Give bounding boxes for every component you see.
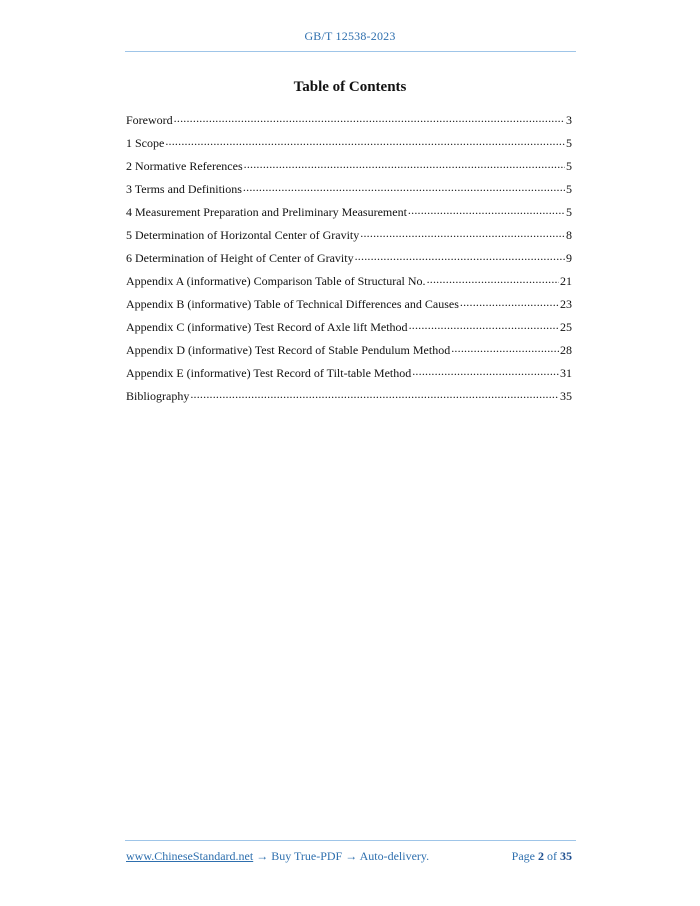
dot-leader <box>408 204 565 216</box>
toc-entry-appendix-e[interactable] <box>126 365 572 388</box>
website-link[interactable]: www.ChineseStandard.net <box>126 849 254 863</box>
standard-number: GB/T 12538-2023 <box>304 29 396 43</box>
dot-leader <box>174 112 565 124</box>
header-divider <box>125 51 576 52</box>
dot-leader <box>427 273 559 285</box>
toc-entry-scope[interactable] <box>126 135 572 158</box>
toc-entry-measurement-preparation[interactable] <box>126 204 572 227</box>
total-pages-number: 35 <box>560 849 572 863</box>
toc-entry-foreword[interactable] <box>126 112 572 135</box>
toc-entry-page: 5 <box>566 182 572 196</box>
toc-entry-page: 25 <box>560 320 572 334</box>
toc-entry-bibliography[interactable] <box>126 388 572 411</box>
toc-entry-page: 5 <box>566 136 572 150</box>
toc-list <box>126 112 572 411</box>
footer-divider <box>125 840 576 841</box>
toc-entry-normative-references[interactable] <box>126 158 572 181</box>
toc-entry-label: Bibliography <box>126 389 190 403</box>
dot-leader <box>460 296 559 308</box>
toc-entry-appendix-b[interactable] <box>126 296 572 319</box>
toc-entry-appendix-c[interactable] <box>126 319 572 342</box>
toc-entry-page: 23 <box>560 297 572 311</box>
toc-entry-label: Appendix C (informative) Test Record of Axle lift Method <box>126 320 408 334</box>
dot-leader <box>412 365 559 377</box>
toc-title: Table of Contents <box>293 79 407 95</box>
of-word: of <box>547 849 557 863</box>
toc-entry-label: Appendix E (informative) Test Record of Tilt-table Method <box>126 366 412 380</box>
toc-entry-label: Foreword <box>126 113 173 127</box>
auto-delivery-text: Auto-delivery. <box>359 849 430 863</box>
toc-entry-page: 31 <box>560 366 572 380</box>
footer-promo <box>126 849 429 864</box>
toc-entry-label: 1 Scope <box>126 136 165 150</box>
arrow-right-icon: → <box>345 849 358 863</box>
toc-entry-terms-definitions[interactable] <box>126 181 572 204</box>
toc-entry-page: 35 <box>560 389 572 403</box>
toc-entry-page: 3 <box>566 113 572 127</box>
dot-leader <box>409 319 559 331</box>
dot-leader <box>243 181 565 193</box>
toc-entry-page: 8 <box>566 228 572 242</box>
toc-entry-height-center[interactable] <box>126 250 572 273</box>
toc-entry-horizontal-center[interactable] <box>126 227 572 250</box>
dot-leader <box>244 158 565 170</box>
toc-entry-page: 28 <box>560 343 572 357</box>
toc-entry-page: 5 <box>566 205 572 219</box>
dot-leader <box>355 250 565 262</box>
current-page-number: 2 <box>538 849 544 863</box>
toc-entry-appendix-d[interactable] <box>126 342 572 365</box>
toc-entry-page: 5 <box>566 159 572 173</box>
toc-entry-page: 21 <box>560 274 572 288</box>
dot-leader <box>360 227 565 239</box>
toc-entry-label: 6 Determination of Height of Center of Gravity <box>126 251 354 265</box>
dot-leader <box>190 388 559 400</box>
page-word: Page <box>511 849 535 863</box>
toc-entry-label: 2 Normative References <box>126 159 243 173</box>
toc-entry-label: Appendix D (informative) Test Record of Stable Pendulum Method <box>126 343 451 357</box>
toc-entry-label: Appendix A (informative) Comparison Table of Structural No. <box>126 274 426 288</box>
toc-entry-label: Appendix B (informative) Table of Technical Differences and Causes <box>126 297 459 311</box>
dot-leader <box>451 342 559 354</box>
buy-true-pdf-text: Buy True-PDF <box>271 849 343 863</box>
toc-entry-label: 4 Measurement Preparation and Preliminary Measurement <box>126 205 407 219</box>
toc-entry-label: 3 Terms and Definitions <box>126 182 242 196</box>
arrow-right-icon: → <box>256 849 269 863</box>
toc-entry-page: 9 <box>566 251 572 265</box>
page-indicator <box>512 849 572 864</box>
dot-leader <box>165 135 565 147</box>
toc-entry-appendix-a[interactable] <box>126 273 572 296</box>
toc-entry-label: 5 Determination of Horizontal Center of Gravity <box>126 228 360 242</box>
